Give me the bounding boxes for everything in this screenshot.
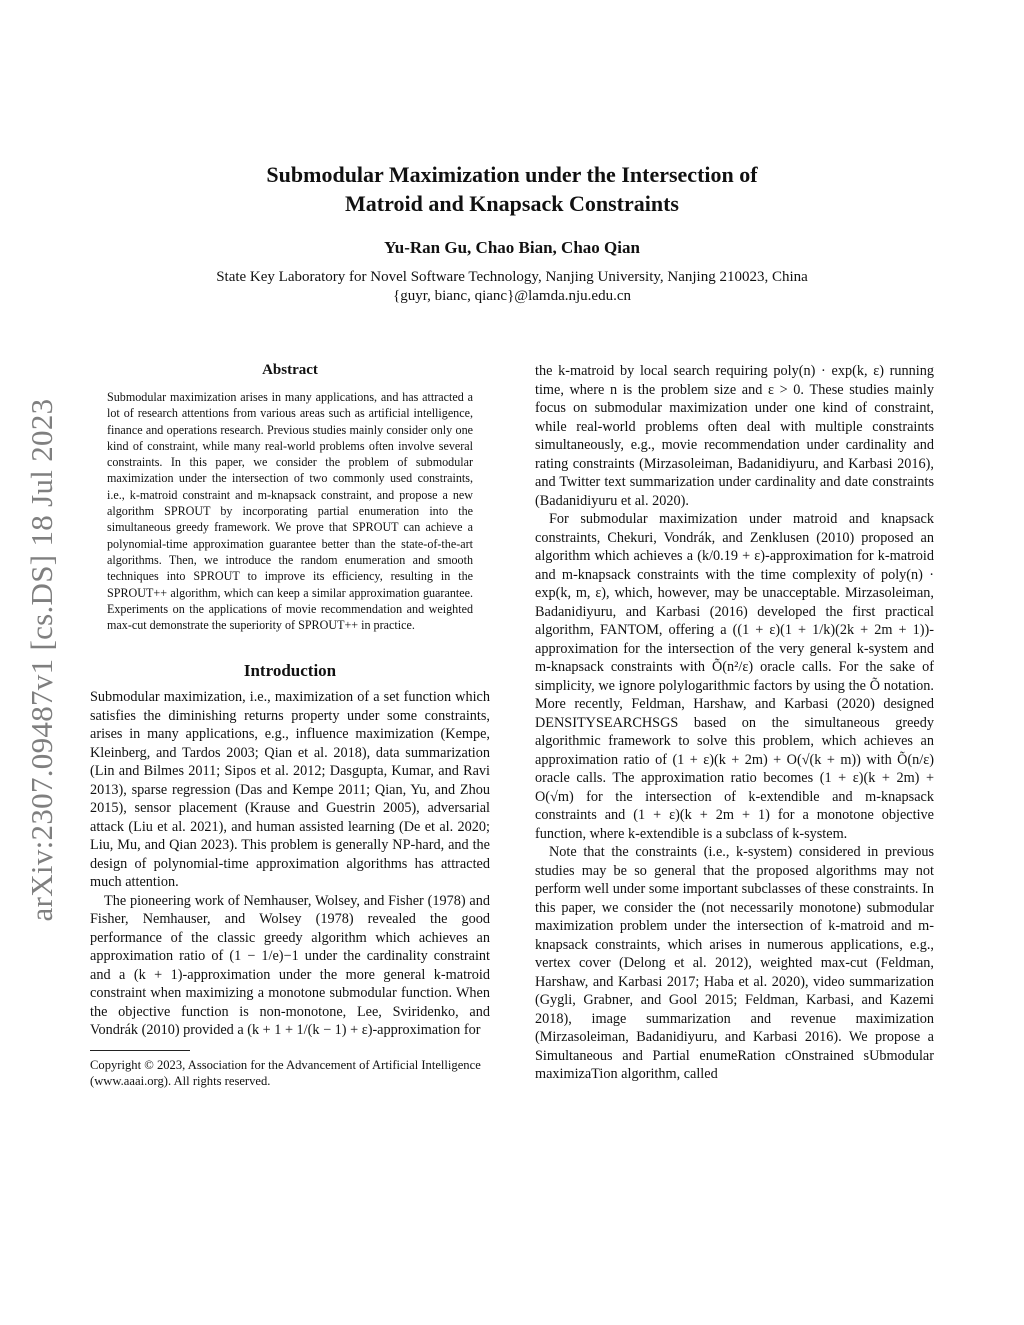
abstract-text: Submodular maximization arises in many applications, and has attracted a lot of research attentions from various areas such as artificial intelligence, finance and operations research. Previous studies mainly consider only one kind of constraint, while many real-world problems often involve several constraints. In this paper, we consider the problem of submodular maximization under the intersection of two commonly used constraints, i.e., k-matroid constraint and m-knapsack constraint, and propose a new algorithm SPROUT by incorporating partial enumeration into the simultaneous greedy framework. We prove that SPROUT can achieve a polynomial-time approximation guarantee better than the state-of-the-art algorithms. Then, we introduce the random enumeration and smooth techniques into SPROUT to improve its efficiency, resulting in the SPROUT++ algorithm, which can keep a similar approximation guarantee. Experiments on the applications of movie recommendation and weighted max-cut demonstrate the superiority of SPROUT++ in practice. (107, 390, 473, 633)
right-paragraph-2: For submodular maximization under matroid and knapsack constraints, Chekuri, Vondrák, and Zenklusen (2010) proposed an algorithm which achieves a (k/0.19 + ε)-approximation for k-matroid and m-knapsack constraints with the time complexity of poly(n) · exp(k, m, ε), which, however, may be unacceptable. Mirzasoleiman, Badanidiyuru, and Karbasi (2016) developed the first practical algorithm, FANTOM, offering a ((1 + ε)(1 + 1/k)(2k + 2m + 1))-approximation for the intersection of the very general k-system and m-knapsack constraints with Õ(n²/ε) oracle calls. For the sake of simplicity, we ignore polylogarithmic factors by using the Õ notation. More recently, Feldman, Harshaw, and Karbasi (2020) designed DENSITYSEARCHSGS based on the simultaneous greedy algorithmic framework to solve this problem, which achieves an approximation ratio of (1 + ε)(k + 2m) + O(√(k + m)) with Õ(n/ε) oracle calls. The approximation ratio becomes (1 + ε)(k + 2m) + O(√m) for the intersection of k-extendible and m-knapsack constraints and (1 + ε)(k + 2m + 1) for a monotone objective function, where k-extendible is a subclass of k-system. (535, 511, 934, 842)
paper-title (150, 160, 874, 218)
title-line-2: Matroid and Knapsack Constraints (345, 191, 679, 216)
abstract-heading: Abstract (262, 362, 318, 378)
intro-paragraph-2: The pioneering work of Nemhauser, Wolsey, and Fisher (1978) and Fisher, Nemhauser, and Wolsey (1978) revealed the good performance of the classic greedy algorithm which achieves an approximation ratio of (1 − 1/e)−1 under the cardinality constraint and a (k + 1)-approximation under the more general k-matroid constraint when maximizing a monotone submodular function. When the objective function is non-monotone, Lee, Sviridenko, and Vondrák (2010) provided a (k + 1 + 1/(k − 1) + ε)-approximation for (90, 892, 490, 1039)
right-column (535, 362, 934, 1084)
left-column (90, 362, 490, 1089)
footnote-rule (90, 1050, 190, 1051)
title-line-1: Submodular Maximization under the Intersection of (266, 162, 758, 187)
copyright-footnote: Copyright © 2023, Association for the Advancement of Artificial Intelligence (www.aaai.org). All rights reserved. (90, 1057, 481, 1088)
right-paragraph-3: Note that the constraints (i.e., k-system) considered in previous studies may be so general that the proposed algorithms may not perform well under some important subclasses of these constraints. In this paper, we consider the (not necessarily monotone) submodular maximization problem under the intersection of k-matroid and m-knapsack constraints, which arises in numerous applications, e.g., vertex cover (Delong et al. 2012), weighted max-cut (Feldman, Harshaw, and Karbasi 2017; Haba et al. 2020), video summarization (Gygli, Grabner, and Gool 2015; Feldman, Karbasi, and Kazemi 2018), image summarization and revenue maximization (Mirzasoleiman, Badanidiyuru, and Karbasi 2016). We propose a Simultaneous and Partial enumeRation cOnstrained sUbmodular maximizaTion algorithm, called (535, 844, 934, 1082)
email[interactable]: {guyr, bianc, qianc}@lamda.nju.edu.cn (393, 288, 631, 304)
arxiv-stamp: arXiv:2307.09487v1 [cs.DS] 18 Jul 2023 (24, 398, 59, 922)
intro-paragraph-1: Submodular maximization, i.e., maximization of a set function which satisfies the diminishing returns property under some constraints, arises in many applications, e.g., influence maximization (Kempe, Kleinberg, and Tardos 2003; Qian et al. 2018), data summarization (Lin and Bilmes 2011; Sipos et al. 2012; Dasgupta, Kumar, and Ravi 2013), sparse regression (Das and Kempe 2011; Qian, Yu, and Zhou 2015), sensor placement (Krause and Guestrin 2005), adversarial attack (Liu et al. 2021), and human assisted learning (De et al. 2020; Liu, Mu, and Qian 2023). This problem is generally NP-hard, and the design of polynomial-time approximation algorithms has attracted much attention. (90, 689, 490, 891)
affiliation-block (120, 268, 904, 306)
authors: Yu-Ran Gu, Chao Bian, Chao Qian (384, 238, 640, 257)
introduction-heading: Introduction (243, 661, 337, 681)
affiliation: State Key Laboratory for Novel Software Technology, Nanjing University, Nanjing 210023, China (216, 269, 808, 285)
right-paragraph-1: the k-matroid by local search requiring poly(n) · exp(k, ε) running time, where n is the problem size and ε > 0. These studies mainly focus on submodular maximization under one kind of constraint, while real-world problems often deal with multiple constraints simultaneously, e.g., movie recommendation under cardinality and rating constraints (Mirzasoleiman, Badanidiyuru, and Karbasi 2016), and Twitter text summarization under cardinality and date constraints (Badanidiyuru et al. 2020). (535, 363, 934, 509)
